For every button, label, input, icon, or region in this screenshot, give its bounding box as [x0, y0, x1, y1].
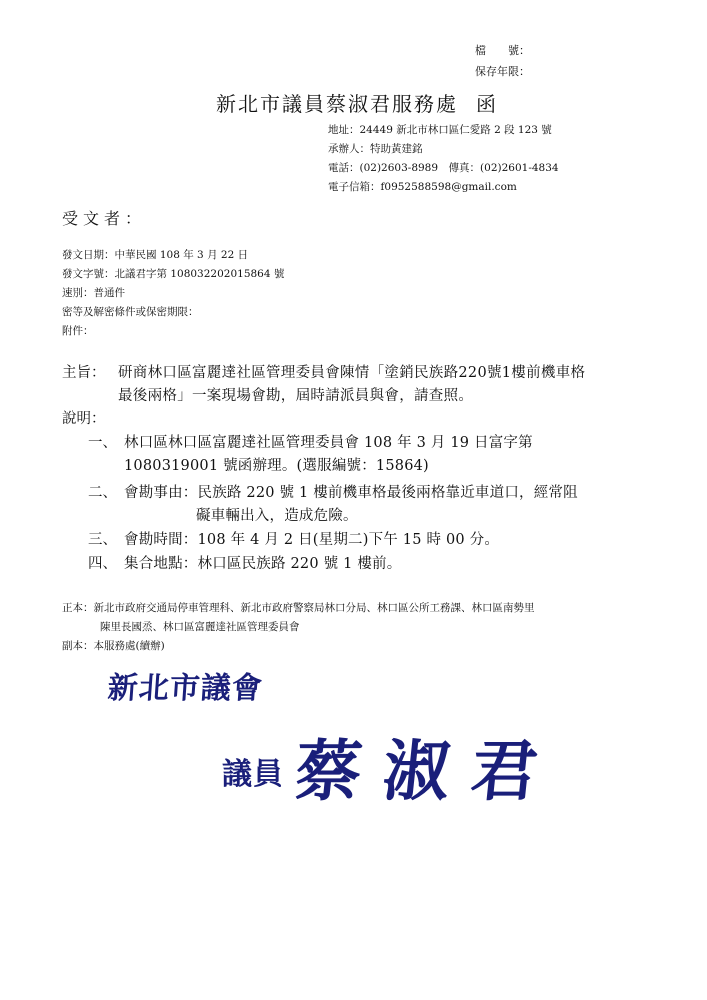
item-number: 三、: [88, 532, 117, 548]
issue-date: 發文日期：中華民國 108 年 3 月 22 日: [62, 249, 249, 261]
subject-label: 主旨：: [62, 365, 106, 381]
councilor-name-stamp: 蔡淑君: [291, 733, 564, 810]
recipient-label: 受文者：: [62, 209, 147, 228]
document-type: 函: [476, 92, 498, 116]
item-text: 集合地點：林口區民族路 220 號 1 樓前。: [124, 556, 402, 572]
file-number-label: 檔 號：: [475, 44, 530, 57]
address: 地址：24449 新北市林口區仁愛路 2 段 123 號: [328, 124, 552, 136]
phone-fax: 電話：(02)2603-8989 傳真：(02)2601-4834: [328, 162, 559, 174]
item-number: 二、: [88, 485, 117, 501]
handler: 承辦人：特助黃建銘: [328, 143, 423, 155]
item-text: 礙車輛出入，造成危險。: [196, 508, 358, 524]
email: 電子信箱：f0952588598@gmail.com: [328, 181, 517, 193]
subject-line-1: 研商林口區富麗達社區管理委員會陳情「塗銷民族路220號1樓前機車格: [118, 365, 586, 381]
copy-recipients: 副本：本服務處(續辦): [62, 640, 165, 652]
retention-label: 保存年限：: [475, 65, 530, 78]
item-text: 會勘事由：民族路 220 號 1 樓前機車格最後兩格靠近車道口，經常阻: [124, 485, 578, 501]
office-name: 新北市議員蔡淑君服務處: [216, 92, 458, 116]
subject-line-2: 最後兩格」一案現場會勘，屆時請派員與會，請查照。: [118, 388, 474, 404]
speed-class: 速別：普通件: [62, 287, 125, 299]
councilor-title-stamp: 議員: [222, 757, 284, 792]
item-number: 一、: [88, 435, 117, 451]
item-text: 林口區林口區富麗達社區管理委員會 108 年 3 月 19 日富字第: [124, 435, 533, 451]
item-number: 四、: [88, 556, 117, 572]
item-text: 會勘時間：108 年 4 月 2 日(星期二)下午 15 時 00 分。: [124, 532, 500, 548]
attachment: 附件：: [62, 325, 94, 337]
document-number: 發文字號：北議君字第 108032202015864 號: [62, 268, 285, 280]
council-stamp: 新北市議會: [106, 671, 264, 706]
main-recipients-line-1: 正本：新北市政府交通局停車管理科、新北市政府警察局林口分局、林口區公所工務課、林口區南勢里: [62, 602, 535, 614]
main-recipients-line-2: 陳里長國烝、林口區富麗達社區管理委員會: [100, 621, 300, 633]
item-text: 1080319001 號函辦理。(選服編號：15864): [124, 458, 429, 474]
description-label: 說明：: [62, 411, 106, 427]
secrecy-class: 密等及解密條件或保密期限：: [62, 306, 199, 318]
document-title: [216, 88, 498, 117]
